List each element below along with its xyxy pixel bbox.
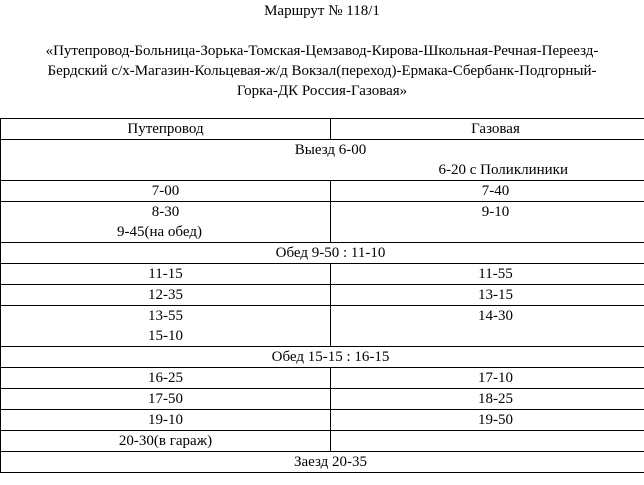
arrival-cell: Заезд 20-35 — [1, 452, 644, 473]
route-line: Бердский с/х-Магазин-Кольцевая-ж/д Вокзал(переход)-Ермака-Сбербанк-Подгорный- — [47, 63, 597, 79]
table-row — [1, 285, 644, 306]
time-cell-right: 19-50 — [331, 410, 644, 431]
column-header-puteprovod: Путепровод — [1, 119, 331, 140]
time-cell-left: 19-10 — [1, 410, 331, 431]
time-cell-right: 9-10 — [331, 202, 644, 243]
page-title: Маршрут № 118/1 — [264, 3, 380, 19]
time-value: 8-30 — [151, 204, 180, 220]
time-cell-left: 7-00 — [1, 181, 331, 202]
arrival-row — [1, 452, 644, 473]
route-description — [0, 41, 644, 101]
time-cell-right: 14-30 — [331, 306, 644, 347]
column-header-gazovaya: Газовая — [331, 119, 644, 140]
table-row — [1, 264, 644, 285]
table-row — [1, 410, 644, 431]
table-row — [1, 181, 644, 202]
garage-row — [1, 431, 644, 452]
time-cell-left: 17-50 — [1, 389, 331, 410]
empty-cell — [331, 431, 644, 452]
departure-row — [1, 140, 644, 181]
lunch-row — [1, 243, 644, 264]
table-row — [1, 306, 644, 347]
schedule-table — [0, 118, 644, 473]
route-line: Горка-ДК Россия-Газовая» — [236, 83, 408, 99]
table-row — [1, 368, 644, 389]
time-cell-left: 12-35 — [1, 285, 331, 306]
time-cell-right: 18-25 — [331, 389, 644, 410]
departure-cell — [1, 140, 644, 181]
table-row — [1, 389, 644, 410]
time-cell-right: 13-15 — [331, 285, 644, 306]
route-line: «Путепровод-Больница-Зорька-Томская-Цемзавод-Кирова-Школьная-Речная-Переезд- — [45, 43, 599, 59]
lunch-cell: Обед 9-50 : 11-10 — [1, 243, 644, 264]
time-cell-left: 11-15 — [1, 264, 331, 285]
time-cell-right: 7-40 — [331, 181, 644, 202]
departure-time: Выезд 6-00 — [294, 142, 367, 158]
time-cell-right: 17-10 — [331, 368, 644, 389]
table-row — [1, 202, 644, 243]
time-value-extra: 9-45(на обед) — [117, 224, 202, 240]
table-header-row — [1, 119, 644, 140]
time-value-extra: 15-10 — [148, 328, 183, 344]
garage-cell: 20-30(в гараж) — [1, 431, 331, 452]
departure-note: 6-20 с Поликлиники — [438, 162, 568, 178]
time-cell-left: 16-25 — [1, 368, 331, 389]
time-value: 13-55 — [148, 308, 183, 324]
time-cell-left — [1, 202, 331, 243]
time-cell-right: 11-55 — [331, 264, 644, 285]
lunch-cell: Обед 15-15 : 16-15 — [1, 347, 644, 368]
time-cell-left — [1, 306, 331, 347]
lunch-row — [1, 347, 644, 368]
